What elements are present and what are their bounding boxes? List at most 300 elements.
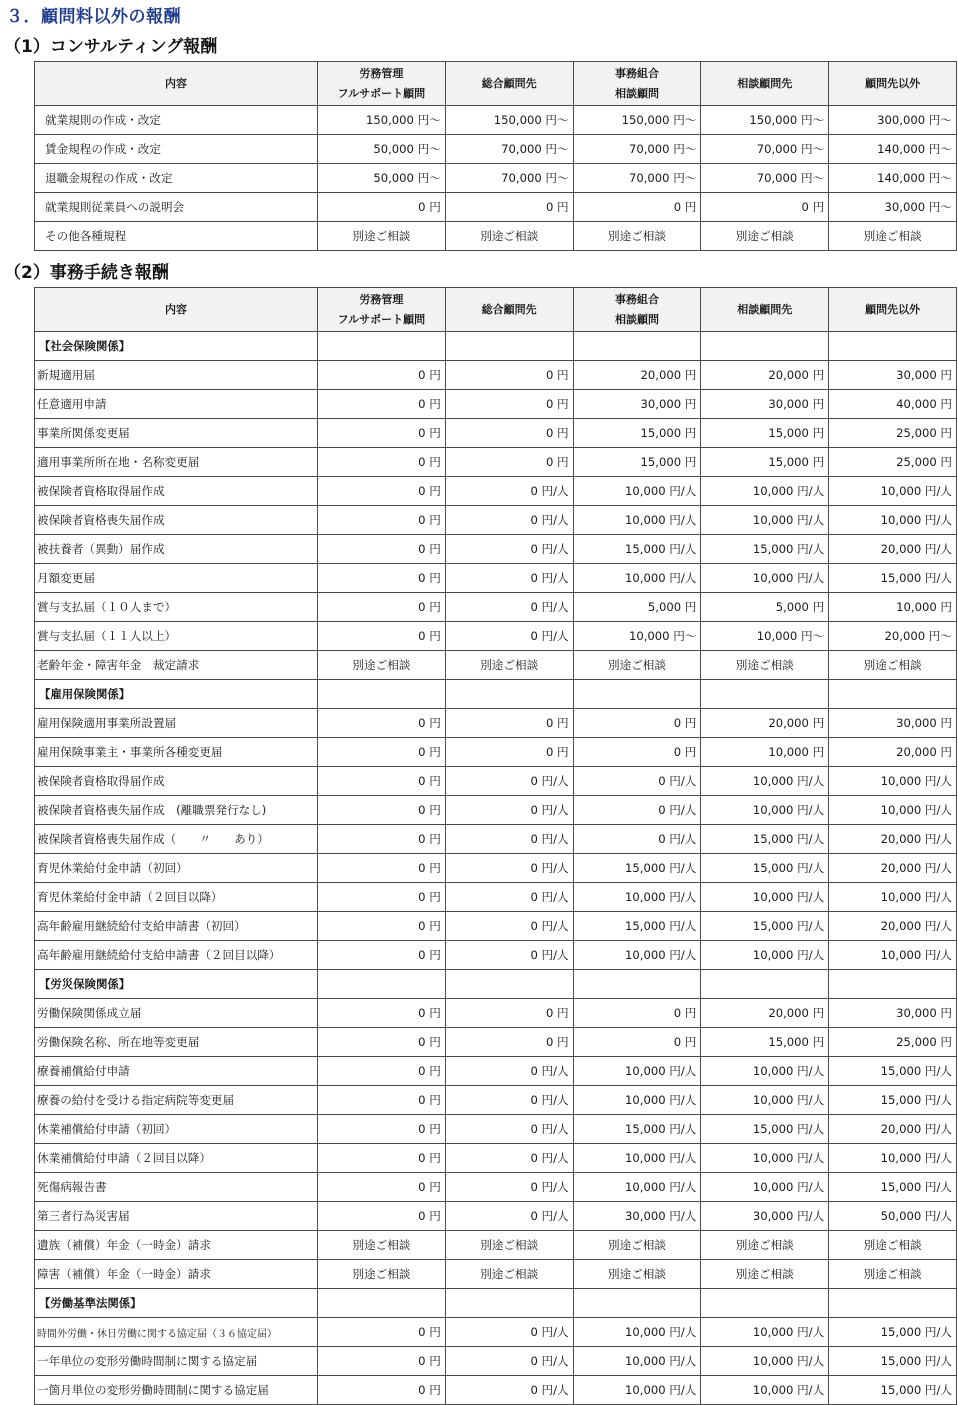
table-row <box>35 506 957 535</box>
fee-cell: 20,000 円 <box>701 709 829 738</box>
fee-cell: 10,000 円/人 <box>573 941 701 970</box>
fee-cell: 10,000 円/人 <box>829 1144 957 1173</box>
fee-cell: 10,000 円/人 <box>829 796 957 825</box>
fee-cell: 15,000 円 <box>701 419 829 448</box>
fee-cell: 別途ご相談 <box>573 222 701 251</box>
item-name: 高年齢雇用継続給付支給申請書（初回） <box>35 912 318 941</box>
column-header-label: 事務組合 <box>614 292 659 306</box>
item-name: 就業規則従業員への説明会 <box>35 193 318 222</box>
fee-cell: 0 円/人 <box>445 825 573 854</box>
fee-cell: 0 円 <box>701 193 829 222</box>
fee-cell: 10,000 円/人 <box>573 564 701 593</box>
fee-cell: 15,000 円/人 <box>573 912 701 941</box>
column-header-label: 相談顧問先 <box>737 76 793 90</box>
fee-cell: 15,000 円/人 <box>829 1173 957 1202</box>
table-row <box>35 1057 957 1086</box>
fee-cell: 20,000 円 <box>701 999 829 1028</box>
item-name: 雇用保険適用事業所設置届 <box>35 709 318 738</box>
fee-cell: 0 円/人 <box>445 1173 573 1202</box>
column-header-sublabel: フルサポート顧問 <box>337 86 426 100</box>
fee-cell: 別途ご相談 <box>701 651 829 680</box>
fee-cell: 140,000 円～ <box>829 164 957 193</box>
fee-cell: 0 円 <box>318 506 446 535</box>
fee-cell: 25,000 円 <box>829 419 957 448</box>
fee-cell: 10,000 円/人 <box>573 1144 701 1173</box>
fee-cell: 0 円 <box>318 390 446 419</box>
item-name: 賞与支払届（１０人まで） <box>35 593 318 622</box>
table-row <box>35 912 957 941</box>
fee-cell: 10,000 円/人 <box>701 1318 829 1347</box>
column-header-sublabel: フルサポート顧問 <box>337 312 426 326</box>
fee-cell: 10,000 円/人 <box>701 1057 829 1086</box>
fee-cell: 0 円/人 <box>445 767 573 796</box>
fee-cell: 10,000 円/人 <box>573 1057 701 1086</box>
fee-cell: 0 円 <box>318 593 446 622</box>
fee-cell: 0 円 <box>445 709 573 738</box>
fee-cell: 70,000 円～ <box>445 135 573 164</box>
fee-cell: 0 円 <box>573 999 701 1028</box>
fee-cell: 10,000 円/人 <box>701 1144 829 1173</box>
fee-cell: 別途ご相談 <box>445 222 573 251</box>
item-name: 被保険者資格取得届作成 <box>35 477 318 506</box>
fee-cell: 別途ご相談 <box>445 1260 573 1289</box>
item-name: 被保険者資格喪失届作成 (離職票発行なし) <box>35 796 318 825</box>
fee-cell: 10,000 円/人 <box>701 1347 829 1376</box>
table-row <box>35 1231 957 1260</box>
fee-cell: 300,000 円～ <box>829 106 957 135</box>
fee-cell: 10,000 円/人 <box>573 1376 701 1405</box>
fee-cell: 0 円 <box>318 854 446 883</box>
fee-cell: 0 円/人 <box>445 883 573 912</box>
item-name: 老齢年金・障害年金 裁定請求 <box>35 651 318 680</box>
empty-cell <box>445 1289 573 1318</box>
empty-cell <box>701 970 829 999</box>
fee-cell: 10,000 円/人 <box>701 796 829 825</box>
fee-cell: 別途ご相談 <box>318 651 446 680</box>
table-row <box>35 622 957 651</box>
table-row <box>35 651 957 680</box>
fee-cell: 0 円 <box>318 1318 446 1347</box>
fee-cell: 20,000 円 <box>701 361 829 390</box>
item-name: 療養の給付を受ける指定病院等変更届 <box>35 1086 318 1115</box>
table-row <box>35 106 957 135</box>
category-label: 【労災保険関係】 <box>35 970 318 999</box>
empty-cell <box>318 970 446 999</box>
fee-cell: 0 円/人 <box>445 912 573 941</box>
item-name: 被扶養者（異動）届作成 <box>35 535 318 564</box>
item-name: 育児休業給付金申請（２回目以降） <box>35 883 318 912</box>
table-row <box>35 1376 957 1405</box>
fee-cell: 0 円/人 <box>445 796 573 825</box>
category-row <box>35 970 957 999</box>
fee-cell: 10,000 円/人 <box>573 883 701 912</box>
fee-cell: 0 円 <box>573 193 701 222</box>
item-name: 被保険者資格取得届作成 <box>35 767 318 796</box>
item-name: 一年単位の変形労働時間制に関する協定届 <box>35 1347 318 1376</box>
fee-cell: 別途ご相談 <box>829 1260 957 1289</box>
table-header-row <box>35 62 957 106</box>
item-name: 遺族（補償）年金（一時金）請求 <box>35 1231 318 1260</box>
empty-cell <box>701 332 829 361</box>
fee-cell: 0 円 <box>318 448 446 477</box>
table-row <box>35 1260 957 1289</box>
fee-cell: 0 円 <box>318 1376 446 1405</box>
column-header <box>445 288 573 332</box>
fee-cell: 10,000 円/人 <box>701 883 829 912</box>
empty-cell <box>445 332 573 361</box>
fee-cell: 0 円 <box>445 361 573 390</box>
table-row <box>35 361 957 390</box>
fee-cell: 0 円 <box>318 361 446 390</box>
fee-cell: 10,000 円/人 <box>701 477 829 506</box>
fee-cell: 10,000 円/人 <box>701 564 829 593</box>
column-header-label: 総合顧問先 <box>481 302 537 316</box>
fee-cell: 30,000 円/人 <box>573 1202 701 1231</box>
fee-cell: 別途ご相談 <box>701 1231 829 1260</box>
item-name: 賃金規程の作成・改定 <box>35 135 318 164</box>
fee-cell: 0 円/人 <box>445 535 573 564</box>
fee-cell: 15,000 円/人 <box>573 1115 701 1144</box>
column-header-label: 労務管理 <box>359 66 404 80</box>
fee-cell: 15,000 円/人 <box>829 1318 957 1347</box>
fee-cell: 10,000 円/人 <box>573 1347 701 1376</box>
fee-cell: 25,000 円 <box>829 448 957 477</box>
fee-cell: 15,000 円/人 <box>829 1057 957 1086</box>
fee-cell: 0 円/人 <box>445 1202 573 1231</box>
column-header <box>35 288 318 332</box>
table-row <box>35 222 957 251</box>
category-label: 【社会保険関係】 <box>35 332 318 361</box>
fee-cell: 0 円 <box>445 448 573 477</box>
fee-cell: 150,000 円～ <box>573 106 701 135</box>
fee-cell: 70,000 円～ <box>573 164 701 193</box>
fee-cell: 15,000 円 <box>701 448 829 477</box>
fee-cell: 別途ご相談 <box>573 651 701 680</box>
column-header-label: 労務管理 <box>359 292 404 306</box>
column-header-sublabel: 相談顧問 <box>614 86 659 100</box>
fee-cell: 70,000 円～ <box>445 164 573 193</box>
fee-cell: 150,000 円～ <box>445 106 573 135</box>
column-header <box>318 62 446 106</box>
fee-cell: 10,000 円/人 <box>573 506 701 535</box>
fee-cell: 10,000 円/人 <box>701 1086 829 1115</box>
item-name: 被保険者資格喪失届作成 <box>35 506 318 535</box>
fee-cell: 50,000 円～ <box>318 164 446 193</box>
table-row <box>35 419 957 448</box>
item-name: 適用事業所所在地・名称変更届 <box>35 448 318 477</box>
fee-cell: 0 円/人 <box>445 564 573 593</box>
fee-cell: 0 円/人 <box>445 622 573 651</box>
fee-cell: 10,000 円/人 <box>829 477 957 506</box>
fee-cell: 0 円 <box>318 1173 446 1202</box>
item-name: 障害（補償）年金（一時金）請求 <box>35 1260 318 1289</box>
fee-cell: 別途ご相談 <box>701 222 829 251</box>
fee-cell: 10,000 円/人 <box>829 883 957 912</box>
table-row <box>35 1202 957 1231</box>
fee-cell: 0 円 <box>318 1115 446 1144</box>
fee-cell: 0 円/人 <box>573 767 701 796</box>
item-name: 労働保険名称、所在地等変更届 <box>35 1028 318 1057</box>
consulting-fees-title: （1）コンサルティング報酬 <box>4 37 218 57</box>
fee-cell: 30,000 円 <box>829 999 957 1028</box>
fee-cell: 10,000 円/人 <box>573 477 701 506</box>
column-header-sublabel: 相談顧問 <box>614 312 659 326</box>
fee-cell: 15,000 円/人 <box>829 1347 957 1376</box>
table-row <box>35 999 957 1028</box>
fee-cell: 別途ご相談 <box>445 1231 573 1260</box>
fee-cell: 15,000 円/人 <box>701 854 829 883</box>
column-header-label: 内容 <box>165 76 187 90</box>
category-label: 【雇用保険関係】 <box>35 680 318 709</box>
item-name: 休業補償給付申請（初回） <box>35 1115 318 1144</box>
fee-cell: 20,000 円/人 <box>829 535 957 564</box>
fee-cell: 0 円/人 <box>445 1318 573 1347</box>
fee-cell: 0 円/人 <box>445 1057 573 1086</box>
fee-cell: 別途ご相談 <box>445 651 573 680</box>
fee-cell: 70,000 円～ <box>701 135 829 164</box>
fee-cell: 50,000 円/人 <box>829 1202 957 1231</box>
column-header <box>829 288 957 332</box>
column-header-label: 総合顧問先 <box>481 76 537 90</box>
table-row <box>35 448 957 477</box>
procedure-fees-table <box>34 287 957 1405</box>
item-name: 退職金規程の作成・改定 <box>35 164 318 193</box>
empty-cell <box>701 680 829 709</box>
fee-cell: 20,000 円/人 <box>829 854 957 883</box>
table-row <box>35 164 957 193</box>
column-header <box>445 62 573 106</box>
fee-cell: 0 円/人 <box>445 1376 573 1405</box>
item-name: 休業補償給付申請（２回目以降） <box>35 1144 318 1173</box>
item-name: 新規適用届 <box>35 361 318 390</box>
fee-cell: 別途ご相談 <box>318 1260 446 1289</box>
fee-cell: 別途ご相談 <box>701 1260 829 1289</box>
column-header-label: 事務組合 <box>614 66 659 80</box>
table-row <box>35 796 957 825</box>
fee-cell: 0 円 <box>445 193 573 222</box>
fee-cell: 0 円 <box>318 419 446 448</box>
empty-cell <box>573 1289 701 1318</box>
column-header-label: 相談顧問先 <box>737 302 793 316</box>
fee-cell: 0 円 <box>318 193 446 222</box>
fee-cell: 40,000 円 <box>829 390 957 419</box>
fee-cell: 別途ご相談 <box>318 1231 446 1260</box>
fee-cell: 20,000 円 <box>573 361 701 390</box>
fee-cell: 別途ご相談 <box>829 222 957 251</box>
fee-cell: 50,000 円～ <box>318 135 446 164</box>
page-title: ３．顧問料以外の報酬 <box>6 7 181 27</box>
column-header <box>701 288 829 332</box>
fee-cell: 10,000 円/人 <box>829 941 957 970</box>
item-name: 事業所関係変更届 <box>35 419 318 448</box>
fee-cell: 0 円/人 <box>445 1347 573 1376</box>
fee-cell: 別途ご相談 <box>829 1231 957 1260</box>
table-row <box>35 1347 957 1376</box>
fee-cell: 15,000 円/人 <box>701 912 829 941</box>
table-header-row <box>35 288 957 332</box>
column-header-label: 内容 <box>165 302 187 316</box>
item-name: 雇用保険事業主・事業所各種変更届 <box>35 738 318 767</box>
fee-cell: 0 円 <box>318 941 446 970</box>
table-row <box>35 390 957 419</box>
fee-cell: 0 円 <box>445 738 573 767</box>
fee-cell: 0 円 <box>573 709 701 738</box>
fee-cell: 0 円 <box>318 825 446 854</box>
table-row <box>35 1318 957 1347</box>
fee-cell: 0 円 <box>318 1144 446 1173</box>
item-name: 一箇月単位の変形労働時間制に関する協定届 <box>35 1376 318 1405</box>
fee-cell: 0 円 <box>318 1086 446 1115</box>
item-name: 賞与支払届（１１人以上） <box>35 622 318 651</box>
column-header-label: 顧問先以外 <box>865 76 921 90</box>
table-row <box>35 941 957 970</box>
fee-cell: 70,000 円～ <box>573 135 701 164</box>
table-row <box>35 738 957 767</box>
fee-cell: 25,000 円 <box>829 1028 957 1057</box>
fee-cell: 0 円/人 <box>445 1086 573 1115</box>
table-row <box>35 135 957 164</box>
table-row <box>35 1115 957 1144</box>
fee-cell: 15,000 円/人 <box>573 535 701 564</box>
fee-cell: 150,000 円～ <box>318 106 446 135</box>
fee-cell: 0 円 <box>318 738 446 767</box>
fee-cell: 30,000 円 <box>829 709 957 738</box>
empty-cell <box>318 680 446 709</box>
fee-cell: 10,000 円 <box>829 593 957 622</box>
item-name: 療養補償給付申請 <box>35 1057 318 1086</box>
fee-cell: 0 円 <box>318 767 446 796</box>
empty-cell <box>445 970 573 999</box>
item-name: 育児休業給付金申請（初回） <box>35 854 318 883</box>
table-row <box>35 1086 957 1115</box>
fee-cell: 10,000 円/人 <box>829 506 957 535</box>
fee-cell: 0 円 <box>318 999 446 1028</box>
table-row <box>35 709 957 738</box>
item-name: 労働保険関係成立届 <box>35 999 318 1028</box>
table-row <box>35 477 957 506</box>
fee-cell: 0 円/人 <box>573 796 701 825</box>
empty-cell <box>573 332 701 361</box>
fee-cell: 0 円 <box>573 738 701 767</box>
fee-cell: 10,000 円/人 <box>701 506 829 535</box>
fee-cell: 10,000 円/人 <box>573 1318 701 1347</box>
fee-cell: 140,000 円～ <box>829 135 957 164</box>
table-row <box>35 535 957 564</box>
empty-cell <box>573 970 701 999</box>
fee-cell: 別途ご相談 <box>318 222 446 251</box>
fee-cell: 0 円/人 <box>445 1115 573 1144</box>
fee-cell: 10,000 円～ <box>701 622 829 651</box>
fee-cell: 20,000 円/人 <box>829 1115 957 1144</box>
fee-cell: 別途ご相談 <box>829 651 957 680</box>
fee-cell: 70,000 円～ <box>701 164 829 193</box>
fee-cell: 0 円 <box>318 535 446 564</box>
column-header <box>573 288 701 332</box>
fee-cell: 別途ご相談 <box>573 1260 701 1289</box>
fee-cell: 別途ご相談 <box>573 1231 701 1260</box>
fee-cell: 0 円/人 <box>445 1144 573 1173</box>
fee-cell: 10,000 円～ <box>573 622 701 651</box>
item-name: 時間外労働・休日労働に関する協定届（３６協定届） <box>35 1318 318 1347</box>
fee-cell: 0 円 <box>445 419 573 448</box>
table-row <box>35 825 957 854</box>
fee-cell: 0 円 <box>318 1347 446 1376</box>
fee-cell: 150,000 円～ <box>701 106 829 135</box>
fee-cell: 0 円 <box>318 1028 446 1057</box>
fee-cell: 10,000 円/人 <box>701 1173 829 1202</box>
table-row <box>35 883 957 912</box>
fee-cell: 0 円/人 <box>445 941 573 970</box>
fee-cell: 10,000 円/人 <box>701 1376 829 1405</box>
fee-cell: 10,000 円/人 <box>701 941 829 970</box>
fee-cell: 10,000 円 <box>701 738 829 767</box>
fee-cell: 5,000 円 <box>701 593 829 622</box>
fee-cell: 15,000 円/人 <box>829 1086 957 1115</box>
table-row <box>35 1144 957 1173</box>
category-label: 【労働基準法関係】 <box>35 1289 318 1318</box>
fee-cell: 0 円 <box>573 1028 701 1057</box>
fee-cell: 30,000 円 <box>573 390 701 419</box>
fee-cell: 0 円/人 <box>445 477 573 506</box>
fee-cell: 15,000 円/人 <box>701 1115 829 1144</box>
empty-cell <box>318 1289 446 1318</box>
fee-cell: 15,000 円 <box>701 1028 829 1057</box>
column-header <box>318 288 446 332</box>
table-row <box>35 767 957 796</box>
fee-cell: 0 円 <box>318 796 446 825</box>
fee-cell: 20,000 円 <box>829 738 957 767</box>
column-header <box>573 62 701 106</box>
item-name: 就業規則の作成・改定 <box>35 106 318 135</box>
fee-cell: 5,000 円 <box>573 593 701 622</box>
fee-cell: 0 円 <box>318 1202 446 1231</box>
column-header <box>829 62 957 106</box>
fee-cell: 15,000 円/人 <box>829 1376 957 1405</box>
fee-cell: 10,000 円/人 <box>829 767 957 796</box>
fee-cell: 0 円 <box>318 477 446 506</box>
item-name: 高年齢雇用継続給付支給申請書（２回目以降） <box>35 941 318 970</box>
empty-cell <box>318 332 446 361</box>
category-row <box>35 680 957 709</box>
fee-cell: 30,000 円～ <box>829 193 957 222</box>
category-row <box>35 1289 957 1318</box>
fee-cell: 15,000 円/人 <box>701 535 829 564</box>
fee-cell: 20,000 円/人 <box>829 912 957 941</box>
fee-cell: 20,000 円～ <box>829 622 957 651</box>
empty-cell <box>829 680 957 709</box>
empty-cell <box>829 1289 957 1318</box>
item-name: 被保険者資格喪失届作成（ 〃 あり） <box>35 825 318 854</box>
column-header <box>701 62 829 106</box>
fee-cell: 0 円 <box>445 999 573 1028</box>
fee-cell: 10,000 円/人 <box>573 1086 701 1115</box>
fee-cell: 15,000 円 <box>573 419 701 448</box>
fee-cell: 0 円/人 <box>445 854 573 883</box>
table-row <box>35 193 957 222</box>
fee-cell: 15,000 円/人 <box>829 564 957 593</box>
item-name: 死傷病報告書 <box>35 1173 318 1202</box>
table-row <box>35 1028 957 1057</box>
fee-cell: 10,000 円/人 <box>701 767 829 796</box>
empty-cell <box>573 680 701 709</box>
fee-cell: 20,000 円/人 <box>829 825 957 854</box>
empty-cell <box>701 1289 829 1318</box>
table-row <box>35 564 957 593</box>
fee-cell: 30,000 円 <box>701 390 829 419</box>
fee-cell: 0 円 <box>318 564 446 593</box>
procedure-fees-title: （2）事務手続き報酬 <box>4 263 169 283</box>
fee-cell: 15,000 円 <box>573 448 701 477</box>
